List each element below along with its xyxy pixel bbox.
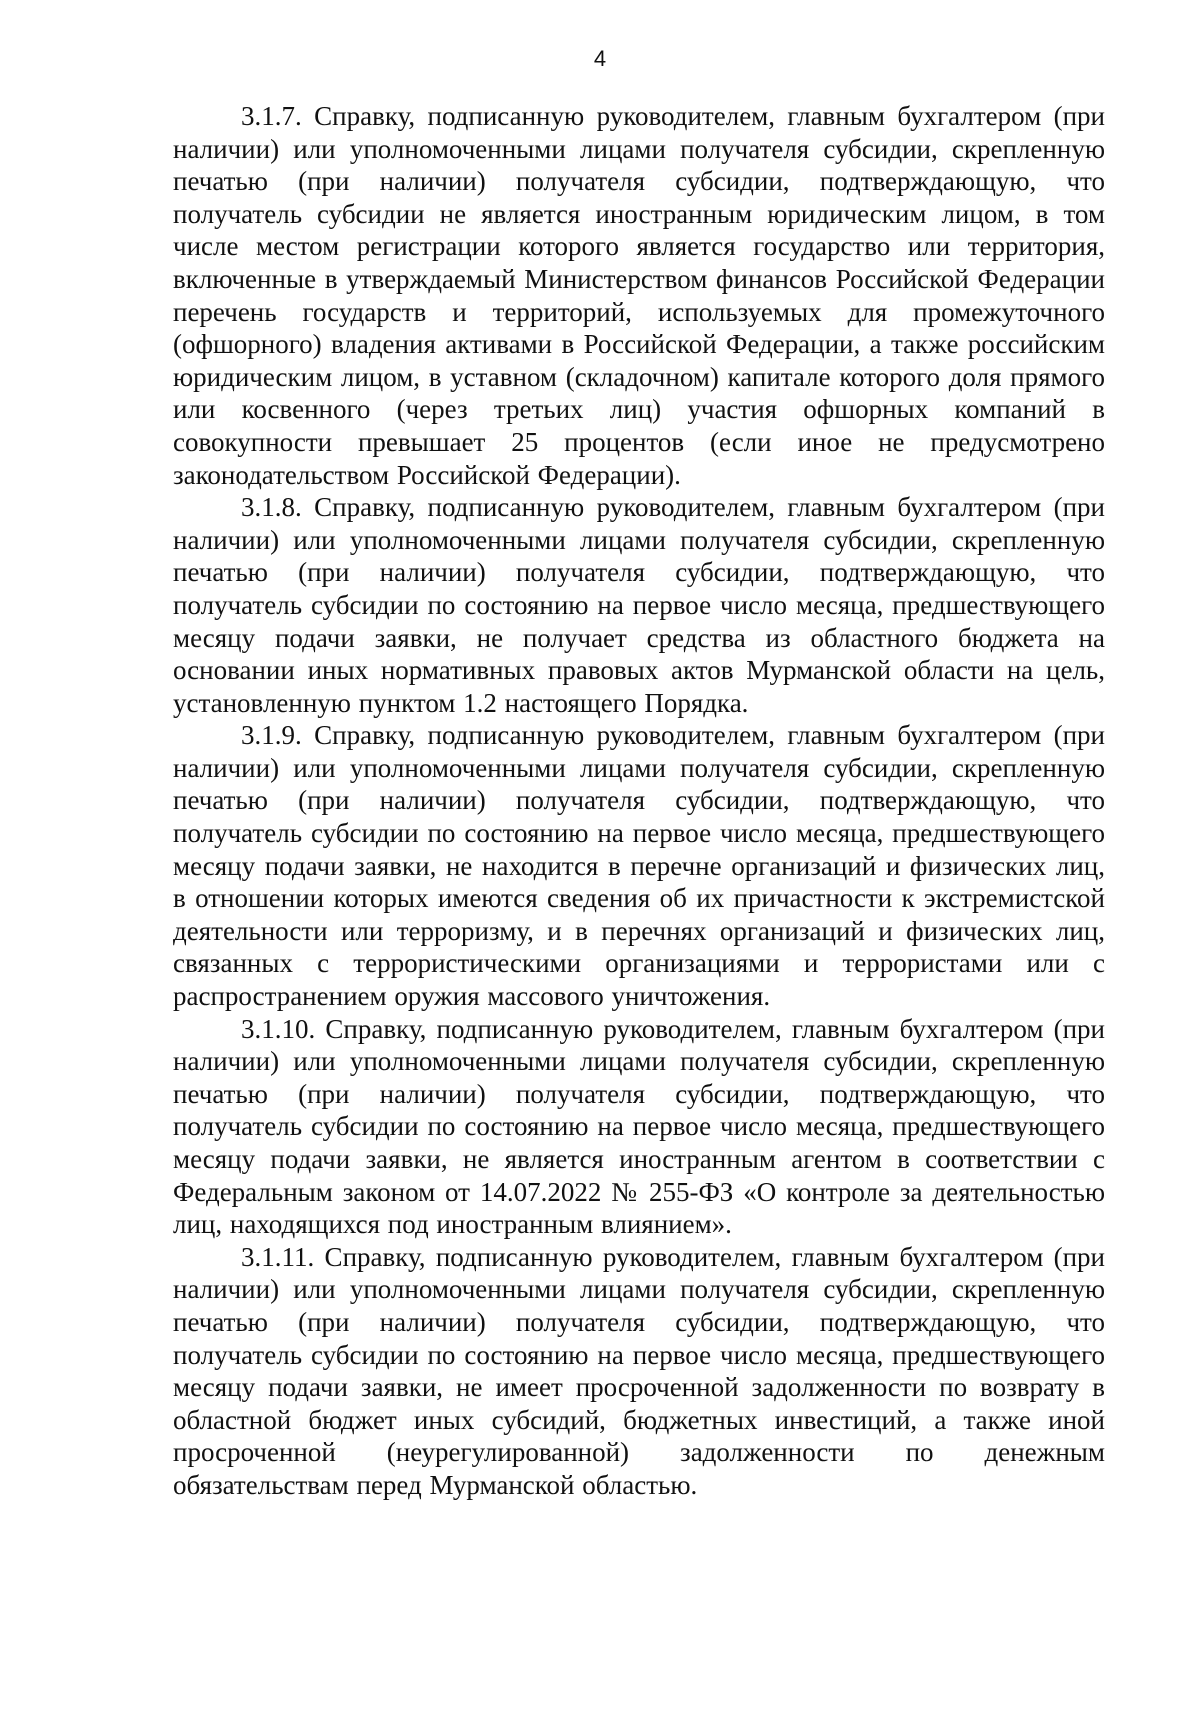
- paragraph-3-1-8: 3.1.8. Справку, подписанную руководителем, главным бухгалтером (при наличии) или уполномоченными лицами получателя субсидии, скрепленную печатью (при наличии) получателя субсидии, подтверждающую, что получатель субсидии по состоянию на первое число месяца, предшествующего месяцу подачи заявки, не получает средства из областного бюджета на основании иных нормативных правовых актов Мурманской области на цель, установленную пунктом 1.2 настоящего Порядка.: [173, 492, 1105, 718]
- paragraph-3-1-7: 3.1.7. Справку, подписанную руководителем, главным бухгалтером (при наличии) или уполномоченными лицами получателя субсидии, скрепленную печатью (при наличии) получателя субсидии, подтверждающую, что получатель субсидии не является иностранным юридическим лицом, в том числе местом регистрации которого является государство или территория, включенные в утверждаемый Министерством финансов Российской Федерации перечень государств и территорий, используемых для промежуточного (офшорного) владения активами в Российской Федерации, а также российским юридическим лицом, в уставном (складочном) капитале которого доля прямого или косвенного (через третьих лиц) участия офшорных компаний в совокупности превышает 25 процентов (если иное не предусмотрено законодательством Российской Федерации).: [173, 101, 1105, 490]
- page-number: 4: [593, 46, 607, 71]
- paragraph-3-1-10: 3.1.10. Справку, подписанную руководителем, главным бухгалтером (при наличии) или уполномоченными лицами получателя субсидии, скрепленную печатью (при наличии) получателя субсидии, подтверждающую, что получатель субсидии по состоянию на первое число месяца, предшествующего месяцу подачи заявки, не является иностранным агентом в соответствии с Федеральным законом от 14.07.2022 № 255-ФЗ «О контроле за деятельностью лиц, находящихся под иностранным влиянием».: [173, 1013, 1105, 1240]
- paragraph-3-1-9: 3.1.9. Справку, подписанную руководителем, главным бухгалтером (при наличии) или уполномоченными лицами получателя субсидии, скрепленную печатью (при наличии) получателя субсидии, подтверждающую, что получатель субсидии по состоянию на первое число месяца, предшествующего месяцу подачи заявки, не находится в перечне организаций и физических лиц, в отношении которых имеются сведения об их причастности к экстремистской деятельности или терроризму, и в перечнях организаций и физических лиц, связанных с террористическими организациями и террористами или с распространением оружия массового уничтожения.: [173, 720, 1105, 1012]
- document-body: [173, 100, 1105, 1502]
- paragraph-3-1-11: 3.1.11. Справку, подписанную руководителем, главным бухгалтером (при наличии) или уполномоченными лицами получателя субсидии, скрепленную печатью (при наличии) получателя субсидии, подтверждающую, что получатель субсидии по состоянию на первое число месяца, предшествующего месяцу подачи заявки, не имеет просроченной задолженности по возврату в областной бюджет иных субсидий, бюджетных инвестиций, а также иной просроченной (неурегулированной) задолженности по денежным обязательствам перед Мурманской областью.: [173, 1241, 1105, 1500]
